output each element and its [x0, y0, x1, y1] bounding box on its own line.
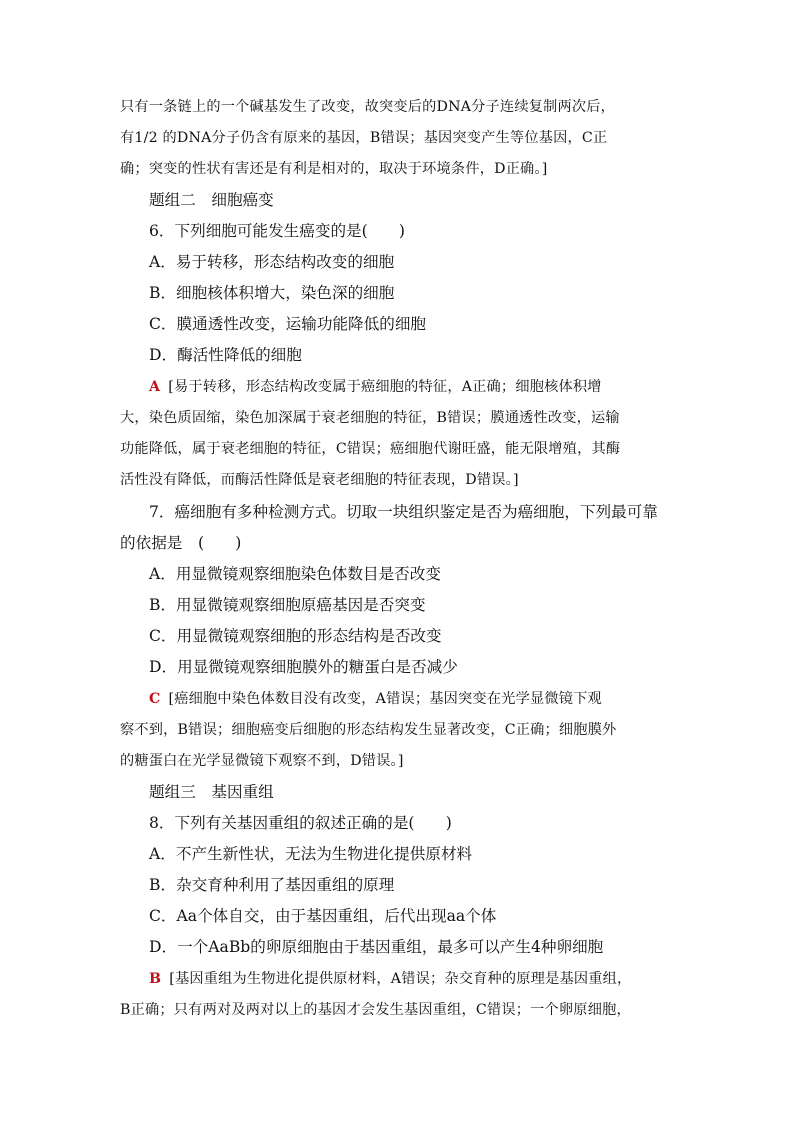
- answer-key: C: [149, 691, 161, 707]
- question-stem: 8．下列有关基因重组的叙述正确的是( ): [149, 814, 452, 832]
- explanation-line: 有1/2 的DNA分子仍含有原来的基因，B错误；基因突变产生等位基因，C正: [120, 130, 608, 146]
- answer-key: A: [149, 379, 161, 395]
- answer-explanation: [149, 376, 705, 398]
- option-c: C．膜通透性改变，运输功能降低的细胞: [149, 315, 427, 333]
- option-b: B．杂交育种利用了基因重组的原理: [149, 876, 395, 894]
- option-c: C．Aa个体自交，由于基因重组，后代出现aa个体: [149, 907, 497, 925]
- option-b: B．细胞核体积增大，染色深的细胞: [149, 284, 395, 302]
- answer-key: B: [149, 971, 162, 987]
- explanation-line: 的糖蛋白在光学显微镜下观察不到，D错误。]: [120, 753, 404, 769]
- explanation-text: [易于转移，形态结构改变属于癌细胞的特征，A正确；细胞核体积增: [168, 379, 602, 395]
- question-stem: 6．下列细胞可能发生癌变的是( ): [149, 222, 405, 240]
- explanation-text: [癌细胞中染色体数目没有改变，A错误；基因突变在光学显微镜下观: [168, 691, 602, 707]
- option-d: D．酶活性降低的细胞: [149, 346, 302, 364]
- answer-explanation: [149, 688, 705, 710]
- question-stem-continued: 的依据是 ( ): [120, 534, 242, 552]
- option-a: A．易于转移，形态结构改变的细胞: [149, 253, 395, 271]
- option-d: D．用显微镜观察细胞膜外的糖蛋白是否减少: [149, 658, 458, 676]
- option-a: A．不产生新性状，无法为生物进化提供原材料: [149, 845, 473, 863]
- option-c: C．用显微镜观察细胞的形态结构是否改变: [149, 627, 442, 645]
- option-a: A．用显微镜观察细胞染色体数目是否改变: [149, 565, 441, 583]
- explanation-line: B正确；只有两对及两对以上的基因才会发生基因重组，C错误；一个卵原细胞，: [120, 1002, 631, 1018]
- explanation-line: 活性没有降低，而酶活性降低是衰老细胞的特征表现，D错误。]: [120, 472, 519, 488]
- explanation-line: 大，染色质固缩，染色加深属于衰老细胞的特征，B错误；膜通透性改变，运输: [120, 410, 620, 426]
- explanation-line: 确；突变的性状有害还是有利是相对的，取决于环境条件，D正确。]: [120, 161, 548, 177]
- explanation-line: 察不到，B错误；细胞癌变后细胞的形态结构发生显著改变，C正确；细胞膜外: [120, 722, 617, 738]
- option-b: B．用显微镜观察细胞原癌基因是否突变: [149, 596, 426, 614]
- question-stem: 7．癌细胞有多种检测方式。切取一块组织鉴定是否为癌细胞，下列最可靠: [149, 503, 658, 521]
- option-d: D．一个AaBb的卵原细胞由于基因重组，最多可以产生4种卵细胞: [149, 938, 604, 956]
- explanation-line: 功能降低，属于衰老细胞的特征，C错误；癌细胞代谢旺盛，能无限增殖，其酶: [120, 441, 621, 457]
- explanation-text: [基因重组为生物进化提供原材料，A错误；杂交育种的原理是基因重组，: [169, 971, 632, 987]
- section-heading: 题组三 基因重组: [149, 783, 274, 801]
- explanation-line: 只有一条链上的一个碱基发生了改变，故突变后的DNA分子连续复制两次后，: [120, 99, 616, 115]
- section-heading: 题组二 细胞癌变: [149, 191, 274, 209]
- answer-explanation: [149, 968, 705, 990]
